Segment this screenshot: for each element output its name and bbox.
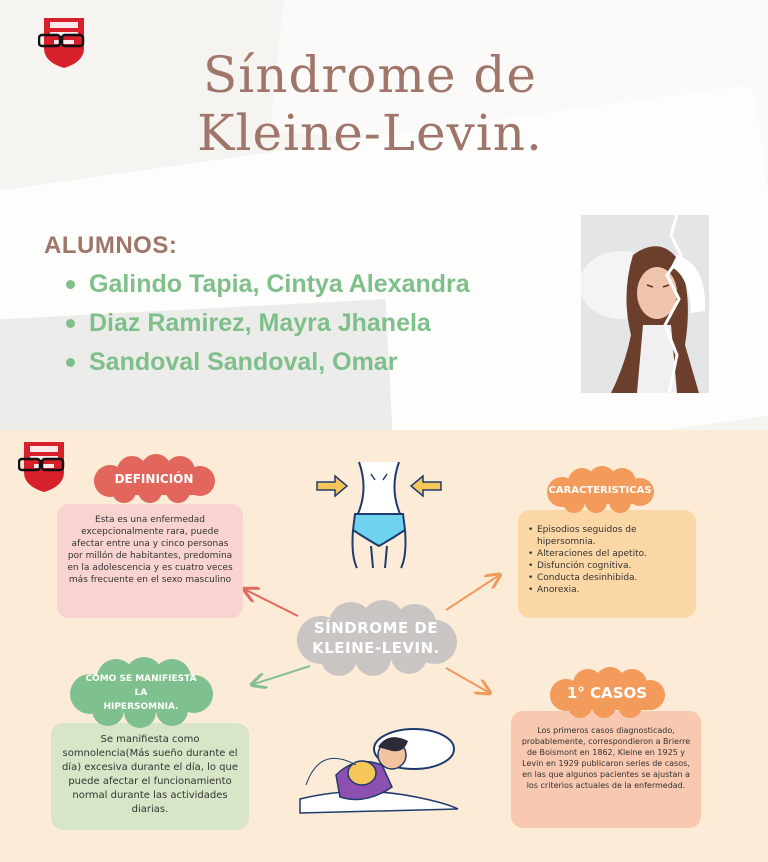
list-item [66,343,470,382]
page-title [90,46,650,162]
concept-map-section [0,430,768,862]
list-item-text: Anorexia. [537,585,580,595]
student-name: Sandoval Sandoval, Omar [89,348,398,376]
center-title-line: SÍNDROME DE [313,619,439,637]
definicion-title: DEFINICIÓN [114,472,194,486]
cover-section [0,0,768,430]
student-name: Galindo Tapia, Cintya Alexandra [89,270,470,298]
casos-title: 1° CASOS [566,684,648,702]
list-item [528,560,686,572]
tired-woman-photo [581,215,709,393]
manifiesta-title-line: LA [134,688,148,698]
student-name: Diaz Ramirez, Mayra Jhanela [89,309,431,337]
manifiesta-card [51,723,249,830]
list-item-text: Episodios seguidos de hipersomnia. [537,525,637,547]
manifiesta-text: Se manifiesta como somnolencia(Más sueño durante el día) excesiva durante el día, lo que puede afectar el funcionamiento normal durante las actividades diarias. [61,734,239,815]
list-item [66,265,470,304]
casos-card [511,711,701,828]
center-title-line: KLEINE-LEVIN. [312,639,440,657]
list-item [528,584,686,596]
list-item-text: Alteraciones del apetito. [537,549,647,559]
university-logo-icon [38,14,90,70]
caracteristicas-card [518,510,696,618]
list-item-text: Disfunción cognitiva. [537,561,632,571]
bullet-icon: • [528,525,534,535]
manifiesta-title-line: COMO SE MANIFIESTA [85,674,197,684]
list-item [66,304,470,343]
caracteristicas-list [528,524,686,596]
casos-text: Los primeros casos diagnosticado, probablemente, correspondieron a Brierre de Boismont en 1862, Kleine en 1925 y Levin en 1929 publicaron series de casos, en las que algunos pacientes se ajustan a los criterios actuales de la enfermedad. [521,726,691,790]
list-item [528,548,686,560]
bullet-icon: • [528,549,534,559]
center-topic-cloud [291,600,461,676]
bullet-icon [66,280,75,289]
list-item [528,572,686,584]
definicion-card [57,504,243,618]
bullet-icon: • [528,573,534,583]
manifiesta-cloud [68,658,214,728]
students-list [66,265,470,382]
manifiesta-title-line: HIPERSOMNIA. [103,702,179,712]
students-heading: ALUMNOS: [44,232,178,259]
sleeping-person-illustration [296,725,462,815]
definicion-cloud [90,455,218,503]
bullet-icon [66,358,75,367]
caracteristicas-cloud [544,468,656,512]
definicion-text: Esta es una enfermedad excepcionalmente rara, puede afectar entre una y cinco personas por millón de habitantes, predomina en la adolescencia y es cuatro veces más frecuente en el sexo masculino [67,515,233,585]
bullet-icon [66,319,75,328]
title-line: Síndrome de [203,46,537,104]
waist-arrows-illustration [313,460,445,570]
list-item [528,524,686,548]
casos-cloud [546,668,668,718]
caracteristicas-title: CARACTERISTICAS [548,484,652,496]
bullet-icon: • [528,585,534,595]
title-line: Kleine-Levin. [197,104,543,162]
bullet-icon: • [528,561,534,571]
list-item-text: Conducta desinhibida. [537,573,638,583]
